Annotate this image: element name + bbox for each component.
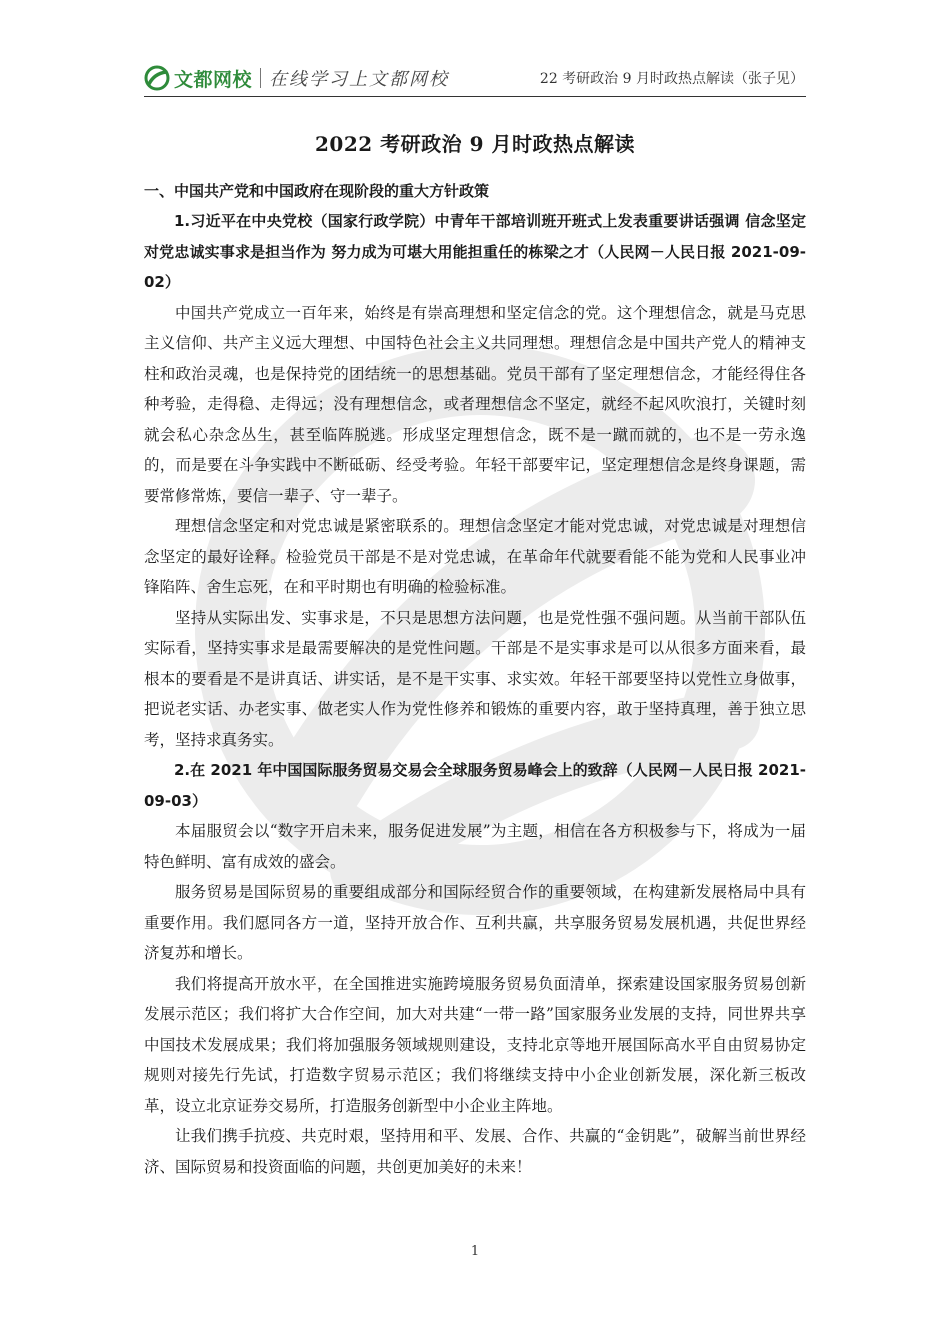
article-2-paragraph-2: 服务贸易是国际贸易的重要组成部分和国际经贸合作的重要领域，在构建新发展格局中具有重要作用。我们愿同各方一道，坚持开放合作、互利共赢，共享服务贸易发展机遇，共促世界经济复苏和增长。 (144, 883, 806, 962)
article-1-title: 1.习近平在中央党校（国家行政学院）中青年干部培训班开班式上发表重要讲话强调 信念坚定对党忠诚实事求是担当作为 努力成为可堪大用能担重任的栋梁之才（人民网－人民日报 2021-09-02） (144, 212, 806, 291)
page-header (144, 60, 806, 97)
article-2-paragraph-4: 让我们携手抗疫、共克时艰，坚持用和平、发展、合作、共赢的“金钥匙”，破解当前世界经济、国际贸易和投资面临的问题，共创更加美好的未来！ (144, 1127, 806, 1176)
brand-slogan: 在线学习上文都网校 (269, 69, 450, 90)
document-body (144, 128, 806, 1182)
page-number: 1 (470, 1244, 480, 1259)
article-1-paragraph-3: 坚持从实际出发、实事求是，不只是思想方法问题，也是党性强不强问题。从当前干部队伍实际看，坚持实事求是最需要解决的是党性问题。干部是不是实事求是可以从很多方面来看，最根本的要看是不是讲真话、讲实话，是不是干实事、求实效。年轻干部要坚持以党性立身做事，把说老实话、办老实事、做老实人作为党性修养和锻炼的重要内容，敢于坚持真理，善于独立思考，坚持求真务实。 (144, 608, 806, 749)
article-2-paragraph-3: 我们将提高开放水平，在全国推进实施跨境服务贸易负面清单，探索建设国家服务贸易创新发展示范区；我们将扩大合作空间，加大对共建“一带一路”国家服务业发展的支持，同世界共享中国技术发展成果；我们将加强服务领域规则建设，支持北京等地开展国际高水平自由贸易协定规则对接先行先试，打造数字贸易示范区；我们将继续支持中小企业创新发展，深化新三板改革，设立北京证券交易所，打造服务创新型中小企业主阵地。 (144, 974, 806, 1115)
document-title: 2022 考研政治 9 月时政热点解读 (315, 132, 635, 156)
brand-leaf-icon (144, 65, 170, 91)
article-2-paragraph-1: 本届服贸会以“数字开启未来，服务促进发展”为主题，相信在各方积极参与下，将成为一届特色鲜明、富有成效的盛会。 (144, 822, 806, 871)
article-1-paragraph-1: 中国共产党成立一百年来，始终是有崇高理想和坚定信念的党。这个理想信念，就是马克思主义信仰、共产主义远大理想、中国特色社会主义共同理想。理想信念是中国共产党人的精神支柱和政治灵魂，也是保持党的团结统一的思想基础。党员干部有了坚定理想信念，才能经得住各种考验，走得稳、走得远；没有理想信念，或者理想信念不坚定，就经不起风吹浪打，关键时刻就会私心杂念丛生，甚至临阵脱逃。形成坚定理想信念，既不是一蹴而就的，也不是一劳永逸的，而是要在斗争实践中不断砥砺、经受考验。年轻干部要牢记，坚定理想信念是终身课题，需要常修常炼，要信一辈子、守一辈子。 (144, 303, 806, 505)
brand-name: 文都网校 (174, 68, 253, 91)
header-doc-label: 22 考研政治 9 月时政热点解读（张子见） (539, 71, 804, 87)
section-heading: 一、中国共产党和中国政府在现阶段的重大方针政策 (144, 182, 490, 200)
article-2-title: 2.在 2021 年中国国际服务贸易交易会全球服务贸易峰会上的致辞（人民网－人民日报 2021-09-03） (144, 761, 806, 810)
article-1-paragraph-2: 理想信念坚定和对党忠诚是紧密联系的。理想信念坚定才能对党忠诚，对党忠诚是对理想信念坚定的最好诠释。检验党员干部是不是对党忠诚，在革命年代就要看能不能为党和人民事业冲锋陷阵、舍生忘死，在和平时期也有明确的检验标准。 (144, 517, 806, 596)
brand-logo (144, 62, 449, 94)
logo-divider (260, 68, 261, 88)
